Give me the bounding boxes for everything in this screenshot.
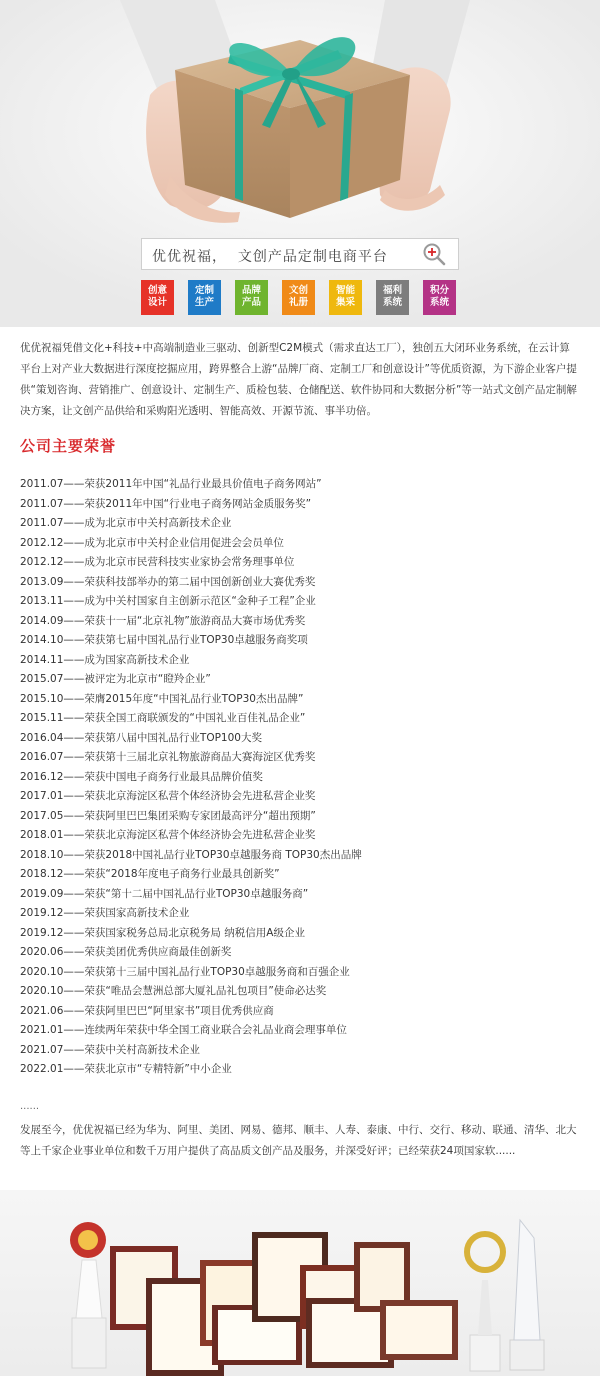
honor-item: 2018.10——荣获2018中国礼品行业TOP30卓越服务商 TOP30杰出品牌 [20, 848, 362, 861]
honor-item: 2020.06——荣获美团优秀供应商最佳创新奖 [20, 946, 232, 958]
honors-title: 公司主要荣誉 [20, 437, 117, 455]
gift-box-hands-image [0, 0, 600, 327]
badge-line1: 文创 [288, 285, 308, 296]
badge-brand-products[interactable] [235, 280, 268, 315]
honor-item: 2011.07——荣获2011年中国“礼品行业最具价值电子商务网站” [20, 478, 322, 490]
badge-line2: 生产 [194, 297, 214, 308]
service-badges [139, 280, 469, 316]
badge-line2: 系统 [429, 297, 449, 308]
honor-item: 2018.01——荣获北京海淀区私营个体经济协会先进私营企业奖 [20, 829, 316, 841]
trophy-icon [70, 1222, 106, 1368]
honor-item: 2016.12——荣获中国电子商务行业最具品牌价值奖 [20, 770, 263, 783]
badge-line1: 积分 [429, 285, 449, 296]
honors-list [20, 475, 580, 1080]
honor-item: 2014.10——荣获第七届中国礼品行业TOP30卓越服务商奖项 [20, 634, 308, 646]
honor-item: 2019.12——荣获国家税务总局北京税务局 纳税信用A级企业 [20, 926, 305, 939]
search-bar[interactable] [141, 238, 459, 270]
awards-and-certificates-image [0, 1190, 600, 1376]
zoom-plus-icon[interactable] [422, 242, 446, 266]
badge-line2: 产品 [241, 297, 261, 308]
badge-creative-design[interactable] [141, 280, 174, 315]
honor-item: 2012.12——成为北京市中关村企业信用促进会会员单位 [20, 536, 284, 549]
badge-line1: 福利 [382, 285, 402, 296]
crystal-trophy-icon [510, 1220, 544, 1370]
gold-trophy-icon [467, 1234, 503, 1371]
hero-banner [0, 0, 600, 327]
badge-line1: 创意 [147, 285, 167, 296]
honor-item: 2019.12——荣获国家高新技术企业 [20, 907, 190, 919]
company-summary: 发展至今，优优祝福已经为华为、阿里、美团、网易、德邦、顺丰、人寿、泰康、中行、交行、移动、联通、清华、北大等上千家企业事业单位和数千万用户提供了高品质文创产品及服务，并深受好评；已经荣获24项国家软...... [20, 1124, 577, 1157]
honor-item: 2017.01——荣获北京海淀区私营个体经济协会先进私营企业奖 [20, 790, 316, 802]
honor-item: 2021.07——荣获中关村高新技术企业 [20, 1043, 200, 1056]
honor-item: 2015.10——荣膺2015年度“中国礼品行业TOP30杰出品牌” [20, 692, 304, 705]
honor-item: 2020.10——荣获第十三届中国礼品行业TOP30卓越服务商和百强企业 [20, 965, 350, 978]
badge-custom-production[interactable] [188, 280, 221, 315]
badge-line2: 设计 [147, 297, 167, 308]
honor-item: 2011.07——成为北京市中关村高新技术企业 [20, 517, 232, 529]
honor-item: 2011.07——荣获2011年中国“行业电子商务网站金质服务奖” [20, 497, 312, 510]
company-intro: 优优祝福凭借文化+科技+中高端制造业三驱动、创新型C2M模式（需求直达工厂），独创五大闭环业务系统，在云计算平台上对产业大数据进行深度挖掘应用，跨界整合上游“品牌厂商、定制工厂和创意设计”等优质资源，为下游企业客户提供“策划咨询、营销推广、创意设计、定制生产、质检包装、仓储配送、软件协同和大数据分析”等一站式文创产品定制解决方案，让文创产品供给和采购阳光透明、智能高效、开源节流、事半功倍。 [20, 342, 577, 417]
honor-item: 2022.01——荣获北京市“专精特新”中小企业 [20, 1063, 232, 1075]
honor-item: 2018.12——荣获“2018年度电子商务行业最具创新奖” [20, 868, 280, 880]
badge-culture-booklet[interactable] [282, 280, 315, 315]
honor-item: 2013.09——荣获科技部举办的第二届中国创新创业大赛优秀奖 [20, 575, 316, 588]
honor-item: 2021.01——连续两年荣获中华全国工商业联合会礼品业商会理事单位 [20, 1024, 347, 1036]
search-slogan: 优优祝福， 文创产品定制电商平台 [152, 249, 388, 265]
more-ellipsis: ...... [20, 1101, 40, 1112]
honor-item: 2019.09——荣获“第十二届中国礼品行业TOP30卓越服务商” [20, 887, 309, 900]
honor-item: 2014.11——成为国家高新技术企业 [20, 653, 190, 666]
badge-line2: 礼册 [288, 297, 308, 308]
badge-welfare-system[interactable] [376, 280, 409, 315]
badge-line2: 集采 [335, 297, 355, 308]
honor-item: 2016.04——荣获第八届中国礼品行业TOP100大奖 [20, 731, 262, 744]
honor-item: 2015.11——荣获全国工商联颁发的“中国礼业百佳礼品企业” [20, 712, 306, 724]
honor-item: 2012.12——成为北京市民营科技实业家协会常务理事单位 [20, 556, 295, 568]
badge-line1: 智能 [335, 285, 355, 296]
honor-item: 2014.09——荣获十一届“北京礼物”旅游商品大赛市场优秀奖 [20, 614, 306, 627]
honor-item: 2013.11——成为中关村国家自主创新示范区“金种子工程”企业 [20, 595, 316, 607]
badge-smart-procurement[interactable] [329, 280, 362, 315]
badge-line2: 系统 [382, 297, 402, 308]
honor-item: 2017.05——荣获阿里巴巴集团采购专家团最高评分“超出预期” [20, 809, 316, 822]
honor-item: 2015.07——被评定为北京市“瞪羚企业” [20, 673, 211, 685]
badge-points-system[interactable] [423, 280, 456, 315]
badge-line1: 定制 [194, 285, 214, 296]
certificates-photo [0, 1190, 600, 1376]
honor-item: 2016.07——荣获第十三届北京礼物旅游商品大赛海淀区优秀奖 [20, 751, 316, 763]
honor-item: 2020.10——荣获“唯品会慧洲总部大厦礼品礼包项目”使命必达奖 [20, 985, 327, 997]
honor-item: 2021.06——荣获阿里巴巴“阿里家书”项目优秀供应商 [20, 1004, 274, 1017]
badge-line1: 品牌 [241, 285, 261, 296]
